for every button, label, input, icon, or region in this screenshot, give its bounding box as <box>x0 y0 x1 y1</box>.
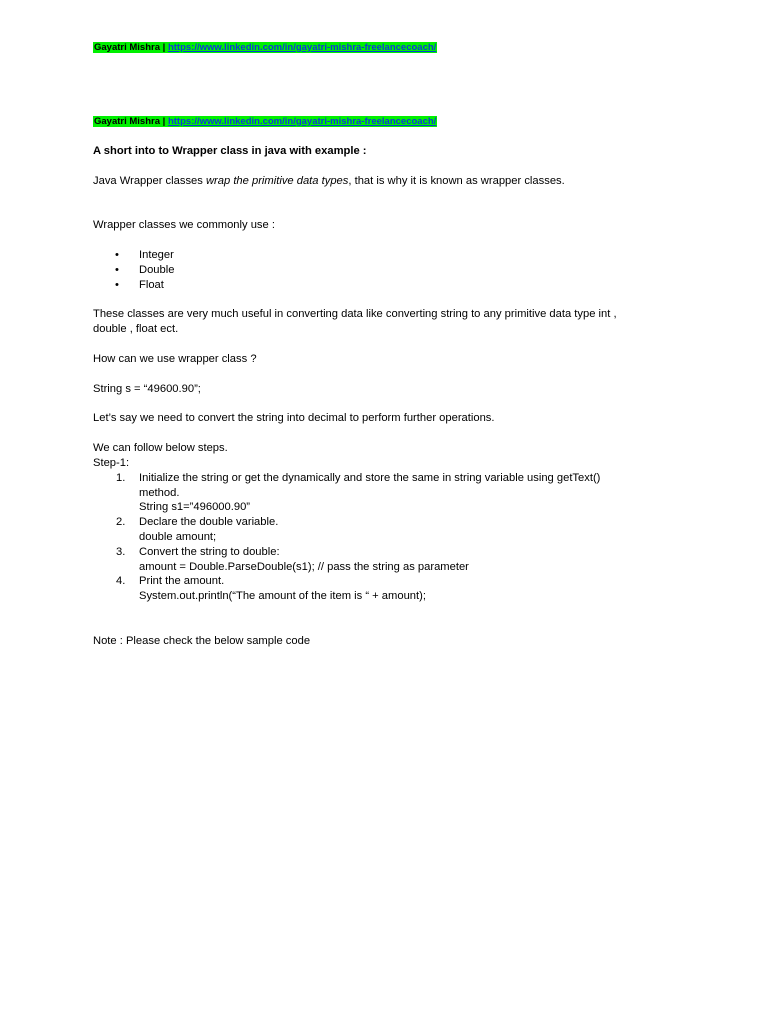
follow-steps-line: We can follow below steps. <box>93 442 228 455</box>
list-item-label: Integer <box>139 248 174 261</box>
step-number: 1. <box>116 471 126 484</box>
wrapper-class-list <box>93 248 673 292</box>
how-question: How can we use wrapper class ? <box>93 352 257 365</box>
step-item <box>93 574 673 604</box>
step-text: Initialize the string or get the dynamically and store the same in string variable using getText() <box>139 471 601 484</box>
steps-list <box>93 471 673 604</box>
step-code: amount = Double.ParseDouble(s1); // pass the string as parameter <box>139 560 469 573</box>
intro-suffix: , that is why it is known as wrapper classes. <box>348 174 565 187</box>
step-text: Print the amount. <box>139 575 225 588</box>
step-item <box>93 545 673 575</box>
usefulness-paragraph <box>93 307 673 337</box>
list-item <box>93 263 673 278</box>
author-name: Gayatri Mishra <box>94 116 160 127</box>
step-number: 2. <box>116 516 126 529</box>
usefulness-line-2: double , float ect. <box>93 322 179 335</box>
author-header <box>93 42 437 54</box>
bullet-icon: • <box>115 263 119 276</box>
author-separator: | <box>160 42 168 53</box>
step-label: Step-1: <box>93 456 130 469</box>
list-item <box>93 278 673 293</box>
step-item <box>93 515 673 545</box>
author-highlight <box>93 116 437 127</box>
author-highlight <box>93 42 437 53</box>
step-code: double amount; <box>139 530 217 543</box>
step-code: String s1=”496000.90” <box>139 501 251 514</box>
bullet-icon: • <box>115 278 119 291</box>
intro-paragraph <box>93 174 673 189</box>
string-example: String s = “49600.90”; <box>93 382 201 395</box>
step-text: Convert the string to double: <box>139 545 280 558</box>
step-code: System.out.println(“The amount of the item is “ + amount); <box>139 590 426 603</box>
intro-prefix: Java Wrapper classes <box>93 174 206 187</box>
common-classes-heading: Wrapper classes we commonly use : <box>93 219 275 232</box>
linkedin-link[interactable]: https://www.linkedin.com/in/gayatri-mishra-freelancecoach/ <box>167 116 437 127</box>
step-item <box>93 471 673 515</box>
note-line: Note : Please check the below sample code <box>93 634 311 647</box>
document-body <box>93 144 673 648</box>
author-name: Gayatri Mishra <box>94 42 160 53</box>
intro-emphasis: wrap the primitive data types <box>205 174 349 187</box>
list-item <box>93 248 673 263</box>
list-item-label: Double <box>139 263 175 276</box>
step-number: 4. <box>116 575 126 588</box>
document-title: A short into to Wrapper class in java with example : <box>93 145 367 157</box>
author-separator: | <box>160 116 168 127</box>
list-item-label: Float <box>139 278 164 291</box>
author-header-repeat <box>93 116 437 128</box>
step-number: 3. <box>116 545 126 558</box>
convert-paragraph: Let’s say we need to convert the string into decimal to perform further operations. <box>93 412 495 425</box>
bullet-icon: • <box>115 248 119 261</box>
linkedin-link[interactable]: https://www.linkedin.com/in/gayatri-mishra-freelancecoach/ <box>167 42 437 53</box>
step-text: Declare the double variable. <box>139 516 279 529</box>
usefulness-line-1: These classes are very much useful in converting data like converting string to any primitive data type int , <box>93 308 617 321</box>
step-text: method. <box>139 486 180 499</box>
